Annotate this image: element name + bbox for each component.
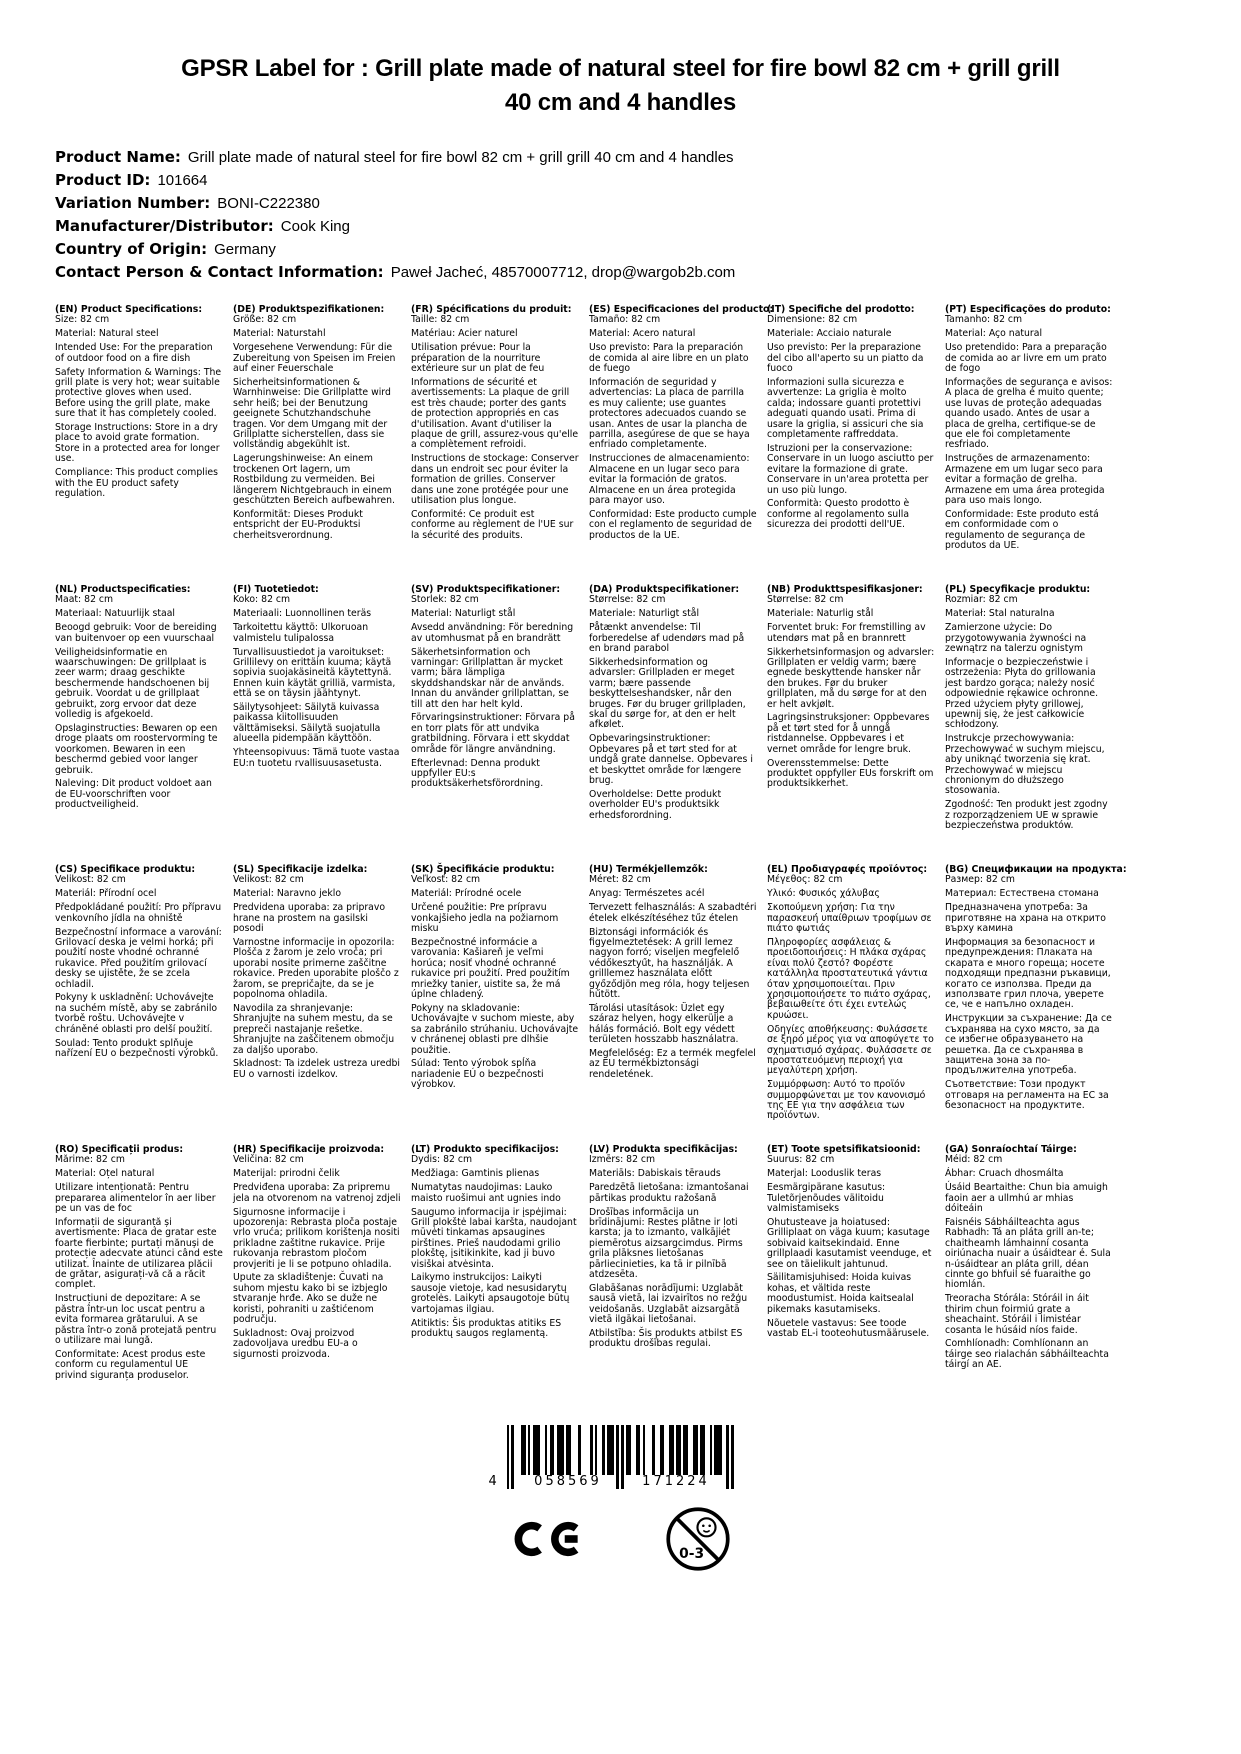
language-block-heading: (HR) Specifikacije proizvoda:	[233, 1144, 385, 1155]
product-info-label: Country of Origin:	[55, 240, 208, 258]
language-block-heading: (RO) Specificații produs:	[55, 1144, 184, 1155]
spec-paragraph: Säkerhetsinformation och varningar: Grillplattan är mycket varm; bära lämpliga skyddshandskar när de används. Innan du använder grillplattan, se till att den har helt kyld.	[411, 646, 569, 710]
barcode-right-digits: 171224	[642, 1474, 710, 1489]
spec-paragraph: Storage Instructions: Store in a dry place to avoid grate formation. Store in a protected area for longer use.	[55, 422, 220, 465]
language-block-heading: (SV) Produktspecifikationer:	[411, 584, 561, 595]
spec-paragraph: Veiligheidsinformatie en waarschuwingen: De grillplaat is zeer warm; draag geschikte beschermende handschoenen bij gebruik. Voordat u de grillplaat gebruikt, zorg ervoor dat deze volledig is afgekoeld.	[55, 646, 210, 720]
spec-paragraph: Safety Information & Warnings: The grill plate is very hot; wear suitable protective gloves when used. Before using the grill plate, make sure that it has completely cooled.	[55, 366, 222, 420]
spec-paragraph: Medžiaga: Gamtinis plienas	[411, 1168, 540, 1180]
spec-paragraph: Instrucțiuni de depozitare: A se păstra într-un loc uscat pentru a evita formarea grătarului. A se păstra într-o zonă protejată pentru o utilizare mai lungă.	[55, 1293, 217, 1346]
spec-paragraph: Material: Aço natural	[945, 328, 1043, 340]
barcode-left-digits: 058569	[534, 1474, 602, 1489]
language-block-et	[767, 1145, 935, 1425]
spec-paragraph: Materiaal: Natuurlijk staal	[55, 608, 176, 620]
spec-paragraph: Koko: 82 cm	[233, 594, 291, 606]
spec-paragraph: Overholdelse: Dette produkt overholder EU's produktsikk erhedsforordning.	[589, 788, 722, 821]
spec-paragraph: Съответствие: Този продукт отговаря на регламента на ЕС за безопасност на продуктите.	[945, 1079, 1109, 1112]
product-info-label: Product Name:	[55, 148, 181, 166]
product-info-label: Product ID:	[55, 171, 151, 189]
language-block-de	[233, 305, 401, 585]
language-block-sv	[411, 585, 579, 865]
ce-mark-icon	[510, 1518, 586, 1560]
spec-paragraph: Utilisation prévue: Pour la préparation de la nourriture extérieure sur un plat de feu	[411, 342, 545, 375]
spec-paragraph: Vorgesehene Verwendung: Für die Zubereitung von Speisen im Freien auf einer Feuerschale	[233, 342, 396, 375]
language-block-pt	[945, 305, 1113, 585]
spec-paragraph: Lagringsinstruksjoner: Oppbevares på et tørt sted for å unngå ristdannelse. Oppbevares i et vernet område for lengre bruk.	[767, 712, 930, 755]
spec-paragraph: Размер: 82 cm	[945, 874, 1015, 886]
spec-paragraph: Инструкции за съхранение: Да се съхранява на сухо място, за да се избегне образуването на решетка. Да се съхранява в защитена зона за по-продължителна употреба.	[945, 1013, 1112, 1077]
product-info-row	[55, 238, 1185, 261]
spec-paragraph: Treoracha Stórála: Stóráil in áit thirim chun foirmiú grate a sheachaint. Stóráil i limistéar cosanta le húsáid níos faide.	[945, 1293, 1089, 1336]
spec-paragraph: Mărime: 82 cm	[55, 1154, 125, 1166]
product-info-row	[55, 192, 1185, 215]
spec-paragraph: Material: Oțel natural	[55, 1168, 155, 1180]
spec-paragraph: Tárolási utasítások: Üzlet egy száraz helyen, hogy elkerülje a hálás formáció. Bolt egy védett területen hosszabb használatra.	[589, 1002, 739, 1046]
spec-paragraph: Σκοπούμενη χρήση: Για την παρασκευή υπαίθριων τροφίμων σε πιάτο φωτιάς	[767, 902, 932, 935]
spec-paragraph: Zamierzone użycie: Do przygotowywania żywności na zewnątrz na talerzu ognistym	[945, 622, 1087, 655]
spec-paragraph: Materjal: Looduslik teras	[767, 1168, 882, 1180]
language-block-cs	[55, 865, 223, 1145]
spec-paragraph: Bezpečnostní informace a varování: Grilovací deska je velmi horká; při použití noste vhodné ochranné rukavice. Před použitím grilovací desky se ujistěte, že se zcela ochladil.	[55, 926, 222, 990]
spec-paragraph: Υλικό: Φυσικός χάλυβας	[767, 888, 880, 900]
language-block-sl	[233, 865, 401, 1145]
language-block-hu	[589, 865, 757, 1145]
language-block-nl	[55, 585, 223, 865]
spec-paragraph: Glabāšanas norādījumi: Uzglabāt sausā vietā, lai izvairītos no režģu veidošanās. Uzglabāt aizsargātā vietā ilgākai lietošanai.	[589, 1282, 748, 1326]
language-block-heading: (GA) Sonraíochtaí Táirge:	[945, 1144, 1077, 1155]
spec-paragraph: Uso previsto: Per la preparazione del cibo all'aperto su un piatto da fuoco	[767, 342, 924, 375]
spec-paragraph: Maat: 82 cm	[55, 594, 114, 606]
spec-paragraph: Matériau: Acier naturel	[411, 328, 518, 340]
spec-paragraph: Beoogd gebruik: Voor de bereiding van buitenvoer op een vuurschaal	[55, 622, 217, 644]
spec-paragraph: Tamaño: 82 cm	[589, 314, 661, 326]
spec-paragraph: Drošības informācija un brīdinājumi: Restes plātne ir ļoti karsta; ja to izmanto, valkājiet piemērotus aizsargcimdus. Pirms grila plāksnes lietošanas pārliecinieties, ka tā ir pilnībā atdzesēta.	[589, 1206, 743, 1280]
language-block-en	[55, 305, 223, 585]
language-block-bg	[945, 864, 1127, 1145]
language-block-heading: (LV) Produkta specifikācijas:	[589, 1144, 738, 1155]
age-warning-0-3-icon	[664, 1505, 732, 1573]
spec-paragraph: Turvallisuustiedot ja varoitukset: Grillilevy on erittäin kuuma; käytä sopivia suojakäsineitä käytettynä. Ennen kuin käytät grilliä, varmista, että se on täysin jäähtynyt.	[233, 646, 396, 700]
spec-paragraph: Instrucciones de almacenamiento: Almacene en un lugar seco para evitar la formación de gratos. Almacene en un área protegida para mayor uso.	[589, 453, 750, 506]
spec-paragraph: Conformitate: Acest produs este conform cu regulamentul UE privind siguranța produselor.	[55, 1348, 206, 1381]
language-block-heading: (FR) Spécifications du produit:	[411, 304, 572, 315]
product-info-section	[55, 146, 1185, 284]
spec-paragraph: Nõuetele vastavus: See toode vastab EL-i tooteohutusmäärusele.	[767, 1317, 930, 1339]
spec-paragraph: Säilytysohjeet: Säilytä kuivassa paikassa kiitollisuuden välttämiseksi. Säilytä suojatulla alueella pidempään käyttöön.	[233, 702, 381, 745]
spec-paragraph: Conformidad: Este producto cumple con el reglamento de seguridad de productos de la UE.	[589, 508, 757, 541]
spec-paragraph: Yhteensopivuus: Tämä tuote vastaa EU:n tuotetu rvallisuusasetusta.	[233, 747, 400, 769]
spec-paragraph: Predvidena uporaba: za pripravo hrane na prostem na gasilski posodi	[233, 902, 386, 935]
spec-paragraph: Atitiktis: Šis produktas atitiks ES produktų saugos reglamentą.	[411, 1317, 562, 1339]
spec-paragraph: Größe: 82 cm	[233, 314, 297, 326]
age-warning-text: 0-3	[678, 1546, 704, 1563]
spec-paragraph: Materiale: Acciaio naturale	[767, 328, 892, 340]
product-info-row	[55, 261, 1185, 284]
spec-paragraph: Uso previsto: Para la preparación de comida al aire libre en un plato de fuego	[589, 342, 749, 375]
spec-paragraph: Předpokládané použití: Pro přípravu venkovního jídla na ohniště	[55, 902, 222, 924]
spec-paragraph: Påtænkt anvendelse: Til forberedelse af udendørs mad på en brand parabol	[589, 622, 745, 655]
language-block-heading: (LT) Produkto specifikacijos:	[411, 1144, 559, 1155]
product-info-row	[55, 146, 1185, 169]
language-block-lt	[411, 1145, 579, 1425]
spec-paragraph: Faisnéis Sábháilteachta agus Rabhadh: Tá an pláta grill an-te; chaitheamh lámhainní cosanta oiriúnacha nuair a úsáidtear é. Sula n-úsáidtear an pláta grill, déan cinnte go bhfuil sé fuaraithe go hiomlán.	[945, 1216, 1111, 1291]
spec-paragraph: Lagerungshinweise: An einem trockenen Ort lagern, um Rostbildung zu vermeiden. Bei längerem Nichtgebrauch in einem geschützten Bereich aufbewahren.	[233, 453, 395, 506]
spec-paragraph: Material: Naturstahl	[233, 328, 326, 340]
spec-paragraph: Naleving: Dit product voldoet aan de EU-voorschriften voor productveiligheid.	[55, 778, 212, 811]
product-info-value: Germany	[214, 241, 276, 258]
language-block-heading: (PT) Especificações do produto:	[945, 304, 1111, 315]
language-block-heading: (ET) Toote spetsifikatsioonid:	[767, 1144, 921, 1155]
spec-paragraph: Предназначена употреба: За приготвяне на храна на открито върху камина	[945, 902, 1106, 935]
spec-paragraph: Navodila za shranjevanje: Shranjujte na suhem mestu, da se prepreči nastajanje rešetke. Shranjujte na zaščitenem območju za daljšo uporabo.	[233, 1002, 395, 1056]
spec-paragraph: Size: 82 cm	[55, 314, 110, 326]
spec-paragraph: Opbevaringsinstruktioner: Opbevares på et tørt sted for at undgå grate dannelse. Opbevares i et beskyttet område for længere brug.	[589, 733, 753, 786]
spec-paragraph: Sigurnosne informacije i upozorenja: Rebrasta ploča postaje vrlo vruća; prilikom korištenja nositi prikladne zaštitne rukavice. Prije rukovanja rebrastom pločom provjeriti je li se potpuno ohladila.	[233, 1206, 400, 1270]
product-info-value: Paweł Jacheć, 48570007712, drop@wargob2b.com	[390, 264, 736, 281]
spec-paragraph: Compliance: This product complies with the EU product safety regulation.	[55, 467, 218, 499]
spec-paragraph: Säilitamisjuhised: Hoida kuivas kohas, et vältida reste moodustumist. Hoida kaitsealal pikemaks kasutamiseks.	[767, 1272, 914, 1315]
spec-paragraph: Megfelelőség: Ez a termék megfelel az EU termékbiztonsági rendeletének.	[589, 1048, 756, 1080]
spec-paragraph: Paredzētā lietošana: izmantošanai pārtikas produktu ražošanā	[589, 1182, 749, 1204]
language-block-heading: (DE) Produktspezifikationen:	[233, 304, 385, 315]
language-block-sk	[411, 865, 579, 1145]
spec-paragraph: Storlek: 82 cm	[411, 594, 479, 606]
spec-paragraph: Bezpečnostné informácie a varovania: Kašiareň je veľmi horúca; nosiť vhodné ochranné rukavice pri použití. Pred použitím mriežky tanier, uistite sa, že má úplne chladený.	[411, 936, 570, 1000]
spec-paragraph: Sikkerhetsinformasjon og advarsler: Grillplaten er veldig varm; bære egnede beskyttende hansker når den brukes. Før du bruker grillplaten, må du sørge for at den er helt avkjølt.	[767, 646, 935, 710]
language-block-it	[767, 305, 935, 585]
language-block-heading: (FI) Tuotetiedot:	[233, 584, 319, 595]
spec-paragraph: Συμμόρφωση: Αυτό το προϊόν συμμορφώνεται με τον κανονισμό της ΕΕ για την ασφάλεια των προϊόντων.	[767, 1079, 926, 1122]
spec-paragraph: Laikymo instrukcijos: Laikyti sausoje vietoje, kad nesusidarytų grotelės. Laikyti apsaugotoje būtų vartojamas ilgiau.	[411, 1272, 570, 1315]
spec-paragraph: Størrelse: 82 cm	[589, 594, 666, 606]
language-block-nb	[767, 585, 935, 865]
language-block-heading: (HU) Termékjellemzők:	[589, 864, 708, 875]
spec-paragraph: Veličina: 82 cm	[233, 1154, 304, 1166]
spec-paragraph: Informazioni sulla sicurezza e avvertenze: La griglia è molto calda; indossare guanti protettivi adeguati quando usati. Prima di usare la griglia, si assicuri che sia completamente raffreddata.	[767, 376, 924, 440]
language-block-ro	[55, 1145, 223, 1425]
spec-paragraph: Material: Acero natural	[589, 328, 696, 340]
spec-paragraph: Comhlíonadh: Comhlíonann an táirge seo rialachán sábháilteachta táirgí an AE.	[945, 1338, 1109, 1371]
language-block-heading: (PL) Specyfikacje produktu:	[945, 584, 1091, 595]
spec-paragraph: Soulad: Tento produkt splňuje nařízení EU o bezpečnosti výrobků.	[55, 1037, 219, 1059]
spec-paragraph: Určené použitie: Pre prípravu vonkajšieho jedla na požiarnom misku	[411, 902, 559, 935]
spec-paragraph: Intended Use: For the preparation of outdoor food on a fire dish	[55, 342, 213, 364]
spec-paragraph: Μέγεθος: 82 cm	[767, 874, 843, 886]
spec-paragraph: Taille: 82 cm	[411, 314, 470, 326]
spec-paragraph: Instruções de armazenamento: Armazene em um lugar seco para evitar a formação de grelha. Armazene em uma área protegida para uso mais longo.	[945, 453, 1105, 506]
language-block-heading: (SL) Specifikacije izdelka:	[233, 864, 368, 875]
language-block-fr	[411, 305, 579, 585]
spec-paragraph: Suurus: 82 cm	[767, 1154, 835, 1166]
spec-paragraph: Anyag: Természetes acél	[589, 888, 705, 900]
spec-paragraph: Predviđena uporaba: Za pripremu jela na otvorenom na vatrenoj zdjeli	[233, 1182, 401, 1204]
spec-paragraph: Förvaringsinstruktioner: Förvara på en torr plats för att undvika gratbildning. Förvara i ett skyddat område för längre användning.	[411, 712, 575, 755]
spec-paragraph: Material: Naravno jeklo	[233, 888, 342, 900]
spec-paragraph: Izmērs: 82 cm	[589, 1154, 656, 1166]
barcode-bar	[731, 1425, 733, 1489]
spec-paragraph: Utilizare intenționată: Pentru prepararea alimentelor în aer liber pe un vas de foc	[55, 1182, 216, 1215]
page-title: GPSR Label for : Grill plate made of natural steel for fire bowl 82 cm + grill grill 40 cm and 4 handles	[181, 55, 1060, 116]
language-block-hr	[233, 1145, 401, 1425]
spec-paragraph: Informations de sécurité et avertissements: La plaque de grill est très chaude; porter des gants de protection appropriés en cas d'utilisation. Avant d'utiliser la plaque de grill, assurez-vous qu'elle a complètement refroidi.	[411, 376, 579, 451]
spec-paragraph: Atbilstība: Šis produkts atbilst ES produktu drošības regulai.	[589, 1328, 743, 1350]
spec-paragraph: Efterlevnad: Denna produkt uppfyller EU:s produktsäkerhetsförordning.	[411, 757, 544, 790]
spec-paragraph: Zgodność: Ten produkt jest zgodny z rozporządzeniem UE w sprawie bezpieczeństwa produktów.	[945, 799, 1108, 832]
language-block-heading: (EN) Product Specifications:	[55, 304, 203, 315]
spec-paragraph: Οδηγίες αποθήκευσης: Φυλάσσετε σε ξηρό μέρος για να αποφύγετε το σχηματισμό σχάρας. Φυλάσσετε σε προστατευόμενη περιοχή για μεγαλύτερη χρήση.	[767, 1023, 934, 1077]
spec-paragraph: Sikkerhedsinformation og advarsler: Grillpladen er meget varm; bære passende beskyttelseshandsker, når den bruges. Før du bruger grillpladen, skal du sørge for, at den er helt afkølet.	[589, 656, 746, 731]
language-block-heading: (DA) Produktspecifikationer:	[589, 584, 740, 595]
spec-paragraph: Conformidade: Este produto está em conformidade com o regulamento de segurança de produtos da UE.	[945, 508, 1099, 552]
spec-paragraph: Dimensione: 82 cm	[767, 314, 858, 326]
spec-paragraph: Materiał: Stal naturalna	[945, 608, 1055, 620]
spec-paragraph: Materiál: Přírodní ocel	[55, 888, 157, 900]
language-block-pl	[945, 585, 1113, 865]
spec-paragraph: Saugumo informacija ir įspėjimai: Grill plokštė labai karšta, naudojant mūvėti tinkamas apsaugines pirštines. Prieš naudodami grilio plokštę, įsitikinkite, kad ji buvo visiškai atvėsinta.	[411, 1206, 577, 1270]
spec-paragraph: Úsáid Beartaithe: Chun bia amuigh faoin aer a ullmhú ar mhias dóiteáin	[945, 1182, 1108, 1215]
language-block-fi	[233, 585, 401, 865]
language-block-lv	[589, 1145, 757, 1425]
spec-paragraph: Forventet bruk: For fremstilling av utendørs mat på en brannrett	[767, 622, 926, 644]
language-block-ga	[945, 1145, 1113, 1425]
spec-paragraph: Informações de segurança e avisos: A placa de grelha é muito quente; use luvas de proteção adequadas quando usado. Antes de usar a placa de grelha, certifique-se de que ele foi completamente resfriado.	[945, 376, 1113, 451]
language-block-heading: (NL) Productspecificaties:	[55, 584, 191, 595]
language-block-heading: (EL) Προδιαγραφές προϊόντος:	[767, 864, 928, 875]
spec-paragraph: Pokyny k uskladnění: Uchovávejte na suchém místě, aby se zabránilo tvorbě roštu. Uchovávejte v chráněné oblasti pro delší použití.	[55, 992, 218, 1035]
spec-paragraph: Materiale: Naturligt stål	[589, 608, 700, 620]
spec-paragraph: Súlad: Tento výrobok spĺňa nariadenie EÚ o bezpečnosti výrobkov.	[411, 1058, 544, 1091]
spec-paragraph: Biztonsági információk és figyelmeztetések: A grill lemez nagyon forró; viseljen megfelelő védőkesztyűt, ha használják. A grilllemez használata előtt győződjön meg róla, hogy teljesen hűtött.	[589, 926, 750, 1000]
spec-paragraph: Materiál: Prírodné ocele	[411, 888, 522, 900]
spec-paragraph: Informacje o bezpieczeństwie i ostrzeżenia: Płyta do grillowania jest bardzo gorąca; należy nosić odpowiednie rękawice ochronne. Przed użyciem płyty grillowej, upewnij się, że jest całkowicie schłodzony.	[945, 656, 1099, 731]
product-info-row	[55, 215, 1185, 238]
spec-paragraph: Konformität: Dieses Produkt entspricht der EU-Produktsi cherheitsverordnung.	[233, 508, 363, 541]
spec-paragraph: Ohutusteave ja hoiatused: Grilliplaat on väga kuum; kasutage sobivaid kaitsekindaid. Enne grillplaadi kasutamist veenduge, et see on täielikult jahtunud.	[767, 1216, 932, 1270]
bottom-section	[0, 1425, 1241, 1573]
spec-paragraph: Méret: 82 cm	[589, 874, 651, 886]
language-block-es	[589, 304, 774, 585]
spec-paragraph: Sicherheitsinformationen & Warnhinweise: Die Grillplatte wird sehr heiß; bei der Benutzung geeignete Schutzhandschuhe tragen. Vor dem Umgang mit der Grillplatte sicherstellen, dass sie vollständig abgekühlt ist.	[233, 376, 391, 451]
product-info-value: 101664	[157, 172, 208, 189]
spec-paragraph: Dydis: 82 cm	[411, 1154, 473, 1166]
spec-paragraph: Varnostne informacije in opozorila: Plošča z žarom je zelo vroča; pri uporabi nosite primerne zaščitne rokavice. Preden uporabite ploščo z žarom, se prepričajte, da se je popolnoma ohladila.	[233, 936, 399, 1000]
spec-paragraph: Материал: Естествена стомана	[945, 888, 1099, 900]
spec-paragraph: Material: Naturligt stål	[411, 608, 516, 620]
compliance-marks	[0, 1505, 1241, 1573]
product-info-label: Variation Number:	[55, 194, 211, 212]
spec-paragraph: Información de seguridad y advertencias: La placa de parrilla es muy caliente; use guantes protectores adecuados cuando se usan. Antes de usar la plancha de parrilla, asegúrese de que se haya enfriado completamente.	[589, 376, 750, 451]
spec-paragraph: Sukladnost: Ovaj proizvod zadovoljava uredbu EU-a o sigurnosti proizvoda.	[233, 1328, 358, 1360]
spec-paragraph: Информация за безопасност и предупреждения: Плаката на скарата е много гореща; носете подходящи предпазни ръкавици, когато се използва. Преди да използвате грил плоча, уверете се, че е напълно охладен.	[945, 936, 1111, 1011]
language-block-heading: (BG) Спецификации на продукта:	[945, 864, 1127, 875]
language-block-heading: (NB) Produkttspesifikasjoner:	[767, 584, 923, 595]
spec-paragraph: Overensstemmelse: Dette produktet oppfyller EUs forskrift om produktsikkerhet.	[767, 757, 934, 790]
spec-paragraph: Pokyny na skladovanie: Uchovávajte v suchom mieste, aby sa zabránilo strúhaniu. Uchovávajte v chránenej oblasti pre dlhšie použitie.	[411, 1002, 579, 1056]
spec-paragraph: Rozmiar: 82 cm	[945, 594, 1018, 606]
spec-paragraph: Πληροφορίες ασφάλειας & προειδοποιήσεις: Η πλάκα σχάρας είναι πολύ ζεστό? Φορέστε κατάλληλα προστατευτικά γάντια όταν χρησιμοποιείται. Πριν χρησιμοποιήσετε το πιάτο σχάρας, βεβαιωθείτε ότι έχει εντελώς κρυώσει.	[767, 936, 931, 1021]
spec-paragraph: Velikost: 82 cm	[233, 874, 304, 886]
spec-paragraph: Numatytas naudojimas: Lauko maisto ruošimui ant ugnies indo	[411, 1182, 561, 1204]
product-info-label: Manufacturer/Distributor:	[55, 217, 274, 235]
spec-paragraph: Instructions de stockage: Conserver dans un endroit sec pour éviter la formation de grilles. Conserver dans une zone protégée pour une utilisation plus longue.	[411, 453, 579, 506]
product-info-value: Grill plate made of natural steel for fire bowl 82 cm + grill grill 40 cm and 4 handles	[187, 149, 734, 166]
spec-paragraph: Materiāls: Dabiskais tērauds	[589, 1168, 721, 1180]
spec-paragraph: Méid: 82 cm	[945, 1154, 1003, 1166]
spec-paragraph: Tervezett felhasználás: A szabadtéri ételek elkészítéséhez tűz ételen	[589, 902, 757, 924]
spec-paragraph: Istruzioni per la conservazione: Conservare in un luogo asciutto per evitare la formazione di grate. Conservare in un'area protetta per un uso più lungo.	[767, 442, 934, 496]
product-info-value: BONI-C222380	[217, 195, 320, 212]
spec-paragraph: Materijal: prirodni čelik	[233, 1168, 340, 1180]
spec-paragraph: Conformité: Ce produit est conforme au règlement de l'UE sur la sécurité des produits.	[411, 508, 574, 541]
barcode-first-digit: 4	[488, 1474, 497, 1489]
spec-paragraph: Ábhar: Cruach dhosmálta	[945, 1168, 1064, 1180]
spec-paragraph: Conformità: Questo prodotto è conforme al regolamento sulla sicurezza dei prodotti dell'UE.	[767, 498, 910, 531]
spec-paragraph: Upute za skladištenje: Čuvati na suhom mjestu kako bi se izbjeglo stvaranje hrđe. Ako se duže ne koristi, pohraniti u zaštićenom području.	[233, 1272, 388, 1326]
spec-paragraph: Materiaali: Luonnollinen teräs	[233, 608, 372, 620]
language-block-heading: (ES) Especificaciones del producto:	[589, 304, 774, 315]
spec-paragraph: Veľkosť: 82 cm	[411, 874, 481, 886]
product-info-value: Cook King	[280, 218, 350, 235]
product-info-row	[55, 169, 1185, 192]
language-block-el	[767, 865, 935, 1145]
spec-paragraph: Material: Natural steel	[55, 328, 159, 340]
language-specifications-grid	[55, 304, 1127, 1425]
spec-paragraph: Uso pretendido: Para a preparação de comida ao ar livre em um prato de fogo	[945, 342, 1107, 375]
spec-paragraph: Velikost: 82 cm	[55, 874, 126, 886]
ean13-barcode	[488, 1425, 735, 1489]
spec-paragraph: Materiale: Naturlig stål	[767, 608, 874, 620]
language-block-heading: (CS) Specifikace produktu:	[55, 864, 196, 875]
language-block-da	[589, 585, 757, 865]
spec-paragraph: Eesmärgipärane kasutus: Tuletõrjenõudes välitoidu valmistamiseks	[767, 1182, 886, 1215]
spec-paragraph: Størrelse: 82 cm	[767, 594, 844, 606]
spec-paragraph: Tarkoitettu käyttö: Ulkoruoan valmistelu tulipalossa	[233, 622, 369, 644]
language-block-heading: (IT) Specifiche del prodotto:	[767, 304, 915, 315]
spec-paragraph: Tamanho: 82 cm	[945, 314, 1023, 326]
spec-paragraph: Instrukcje przechowywania: Przechowywać w suchym miejscu, aby uniknąć tworzenia się krat. Przechowywać w miejscu chronionym do dłuższego stosowania.	[945, 733, 1105, 797]
spec-paragraph: Opslaginstructies: Bewaren op een droge plaats om roostervorming te voorkomen. Bewaren in een beschermd gebied voor langer gebruik.	[55, 722, 218, 776]
language-block-heading: (SK) Špecifikácie produktu:	[411, 864, 555, 875]
spec-paragraph: Skladnost: Ta izdelek ustreza uredbi EU o varnosti izdelkov.	[233, 1058, 401, 1080]
spec-paragraph: Avsedd användning: För beredning av utomhusmat på en brandrätt	[411, 622, 574, 644]
product-info-label: Contact Person & Contact Information:	[55, 263, 384, 281]
spec-paragraph: Informații de siguranță și avertismente: Placa de gratar este foarte fierbinte; purtați mănuși de protecție adecvate atunci când este utilizat. Înainte de utilizarea plăcii de grătar, asigurați-vă că a răcit complet.	[55, 1216, 223, 1291]
